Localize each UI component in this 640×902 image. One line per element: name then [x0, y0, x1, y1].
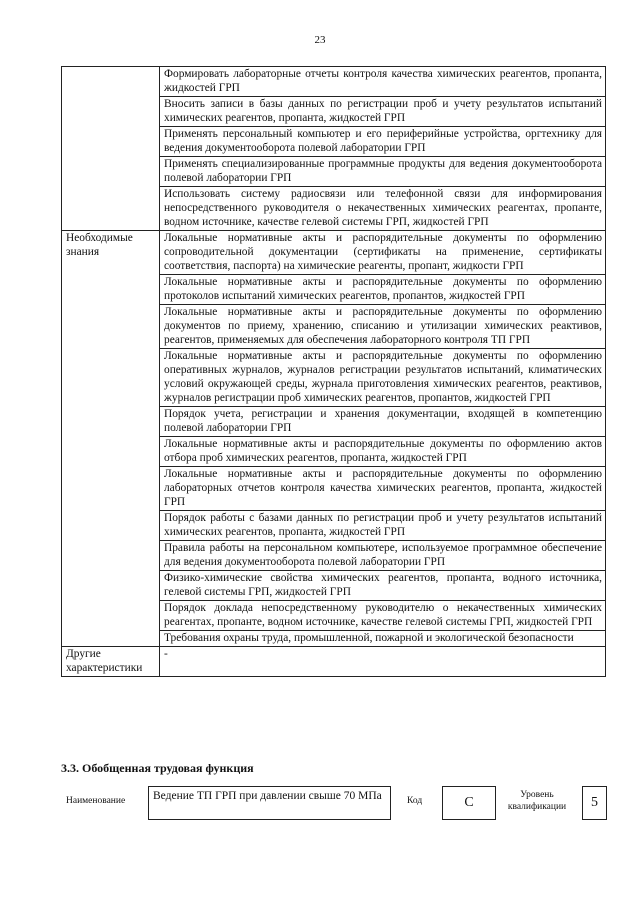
code-label: Код — [407, 796, 423, 806]
table-cell: Локальные нормативные акты и распорядительные документы по оформлению документов по приему, хранению, списанию и утилизации химических реактивов, реагентов, применяемых для обеспечения лабораторного контроля ТП ГРП — [160, 305, 606, 349]
row-label-skills — [62, 67, 160, 231]
table-cell: Локальные нормативные акты и распорядительные документы по оформлению оперативных журналов, журналов регистрации результатов испытаний, климатических условий окружающей среды, журнала приготовления химических реагентов, реактивов, журналов регистрации проб химических реагентов, пропантов, жидкостей ГРП — [160, 349, 606, 407]
table-cell: Вносить записи в базы данных по регистрации проб и учету результатов испытаний химических реагентов, пропанта, жидкостей ГРП — [160, 97, 606, 127]
page-number: 23 — [314, 34, 326, 46]
section-title: 3.3. Обобщенная трудовая функция — [61, 761, 254, 775]
table-cell: Локальные нормативные акты и распорядительные документы по оформлению сопроводительной документации (сертификаты на применение, сертификаты соответствия, паспорта) на химические реагенты, пропант, жидкости ГРП — [160, 231, 606, 275]
level-value: 5 — [582, 786, 607, 820]
table-cell: Локальные нормативные акты и распорядительные документы по оформлению лабораторных отчетов контроля качества химических реагентов, пропанта, жидкостей ГРП — [160, 467, 606, 511]
table-cell: Применять специализированные программные продукты для ведения документооборота полевой лаборатории ГРП — [160, 157, 606, 187]
table-cell: Порядок доклада непосредственному руководителю о некачественных химических реагентах, пропанте, водном источнике, качестве гелевой системы ГРП, жидкостей ГРП — [160, 601, 606, 631]
table-cell: Формировать лабораторные отчеты контроля качества химических реагентов, пропанта, жидкостей ГРП — [160, 67, 606, 97]
table-row — [62, 231, 606, 275]
table-cell: Требования охраны труда, промышленной, пожарной и экологической безопасности — [160, 631, 606, 647]
table-cell: Физико-химические свойства химических реагентов, пропанта, водного источника, гелевой системы ГРП, жидкостей ГРП — [160, 571, 606, 601]
table-cell: Правила работы на персональном компьютере, используемое программное обеспечение для ведения документооборота полевой лаборатории ГРП — [160, 541, 606, 571]
table-cell: Использовать систему радиосвязи или телефонной связи для информирования непосредственного руководителя о некачественных химических реагентах, пропанте, водном источнике, качестве гелевой системы ГРП, жидкостей ГРП — [160, 187, 606, 231]
table-row — [62, 647, 606, 677]
table-row — [62, 67, 606, 97]
level-label: Уровень квалификации — [507, 790, 567, 812]
code-value: C — [442, 786, 496, 820]
row-label-knowledge: Необходимые знания — [62, 231, 160, 647]
table-cell: Локальные нормативные акты и распорядительные документы по оформлению протоколов испытаний химических реагентов, пропантов, жидкостей ГРП — [160, 275, 606, 305]
name-value: Ведение ТП ГРП при давлении свыше 70 МПа — [148, 786, 391, 820]
table-cell: Порядок учета, регистрации и хранения документации, входящей в компетенцию полевой лаборатории ГРП — [160, 407, 606, 437]
competency-table — [61, 66, 606, 677]
table-cell: - — [160, 647, 606, 677]
table-cell: Применять персональный компьютер и его периферийные устройства, оргтехнику для ведения документооборота полевой лаборатории ГРП — [160, 127, 606, 157]
table-cell: Порядок работы с базами данных по регистрации проб и учету результатов испытаний химических реагентов, пропанта, жидкостей ГРП — [160, 511, 606, 541]
name-label: Наименование — [66, 796, 126, 806]
table-cell: Локальные нормативные акты и распорядительные документы по оформлению актов отбора проб химических реагентов, пропанта, жидкостей ГРП — [160, 437, 606, 467]
row-label-other: Другие характеристики — [62, 647, 160, 677]
